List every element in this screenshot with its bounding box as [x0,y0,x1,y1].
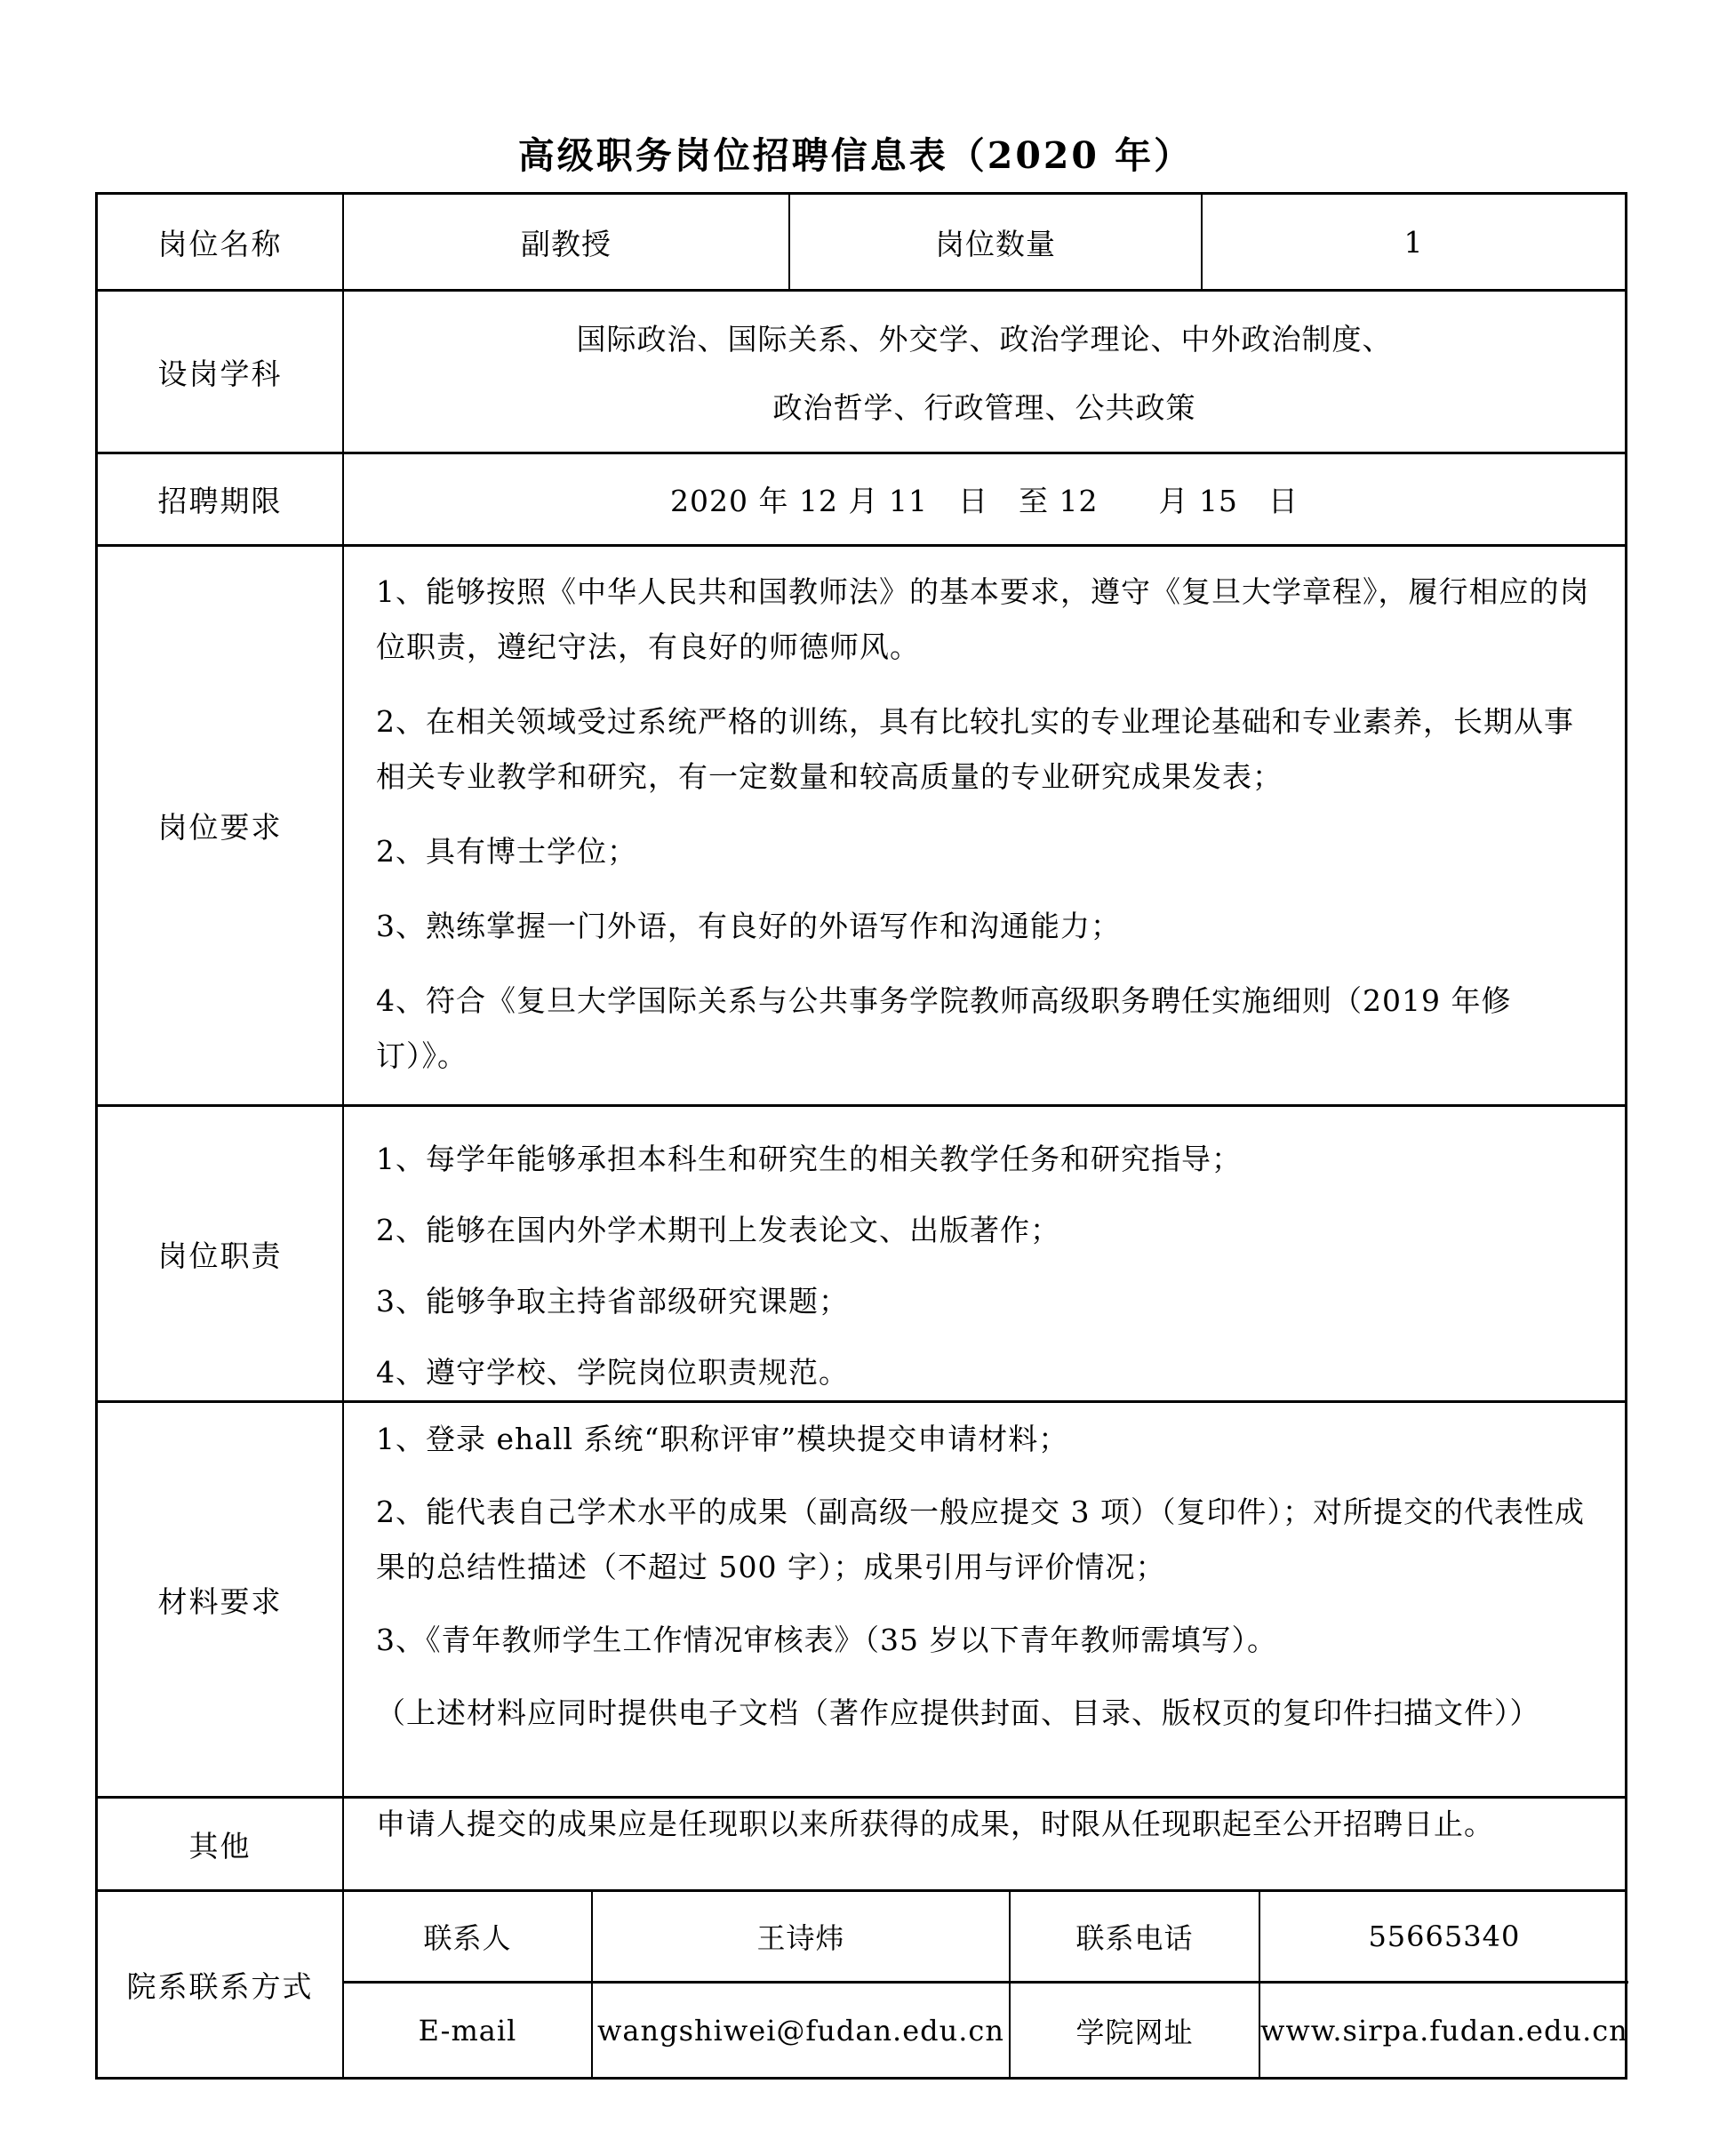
other-value: 申请人提交的成果应是任现职以来所获得的成果，时限从任现职起至公开招聘日止。 [376,1807,1494,1841]
email-label: E-mail [344,1984,593,2077]
requirement-item: 3、熟练掌握一门外语，有良好的外语写作和沟通能力； [376,909,1121,943]
duty-item: 1、每学年能够承担本科生和研究生的相关教学任务和研究指导； [376,1142,1242,1176]
contact-person-label: 联系人 [344,1892,593,1981]
contact-row-email [344,1984,1628,2077]
discipline-line-2: 政治哲学、行政管理、公共政策 [772,390,1196,425]
contact-section-label: 院系联系方式 [98,1892,344,2077]
period-value: 2020 年 12 月 11 日 至 12 月 15 日 [670,484,1299,518]
duty-item: 4、遵守学校、学院岗位职责规范。 [376,1355,849,1390]
period-label: 招聘期限 [98,454,344,544]
contact-details [344,1892,1628,2077]
materials-label: 材料要求 [98,1403,344,1796]
position-count-label: 岗位数量 [790,195,1203,289]
row-duties [98,1107,1625,1403]
duties-label: 岗位职责 [98,1107,344,1400]
other-label: 其他 [98,1799,344,1889]
requirement-item: 4、符合《复旦大学国际关系与公共事务学院教师高级职务聘任实施细则（2019 年修订）》。 [376,983,1512,1073]
page-title: 高级职务岗位招聘信息表（2020 年） [517,134,1194,177]
discipline-label: 设岗学科 [98,292,344,452]
row-period [98,454,1625,547]
discipline-value [344,292,1625,452]
position-name-value: 副教授 [344,195,790,289]
discipline-line-1: 国际政治、国际关系、外交学、政治学理论、中外政治制度、 [576,322,1393,357]
contact-phone-value: 55665340 [1368,1920,1521,1953]
material-item: 1、登录 ehall 系统“职称评审”模块提交申请材料； [376,1422,1069,1456]
row-position [98,195,1625,292]
material-item: 3、《青年教师学生工作情况审核表》（35 岁以下青年教师需填写）。 [376,1623,1277,1657]
requirements-content [344,547,1625,1104]
material-item: 2、能代表自己学术水平的成果（副高级一般应提交 3 项）（复印件）；对所提交的代表性成果的总结性描述（不超过 500 字）；成果引用与评价情况； [376,1495,1585,1584]
contact-row-person [344,1892,1628,1984]
materials-content [344,1403,1625,1796]
duty-item: 3、能够争取主持省部级研究课题； [376,1284,849,1318]
row-other [98,1799,1625,1892]
requirements-label: 岗位要求 [98,547,344,1104]
row-requirements [98,547,1625,1107]
recruitment-table [95,192,1627,2080]
duty-item: 2、能够在国内外学术期刊上发表论文、出版著作； [376,1213,1060,1247]
website-label: 学院网址 [1011,1984,1260,2077]
row-discipline [98,292,1625,454]
contact-phone-label: 联系电话 [1011,1892,1260,1981]
requirement-item: 1、能够按照《中华人民共和国教师法》的基本要求，遵守《复旦大学章程》，履行相应的岗位职责，遵纪守法，有良好的师德师风。 [376,574,1590,664]
position-count-value: 1 [1403,224,1424,260]
position-name-label: 岗位名称 [98,195,344,289]
requirement-item: 2、在相关领域受过系统严格的训练，具有比较扎实的专业理论基础和专业素养，长期从事相关专业教学和研究，有一定数量和较高质量的专业研究成果发表； [376,704,1574,794]
duties-content [344,1107,1625,1400]
website-value: www.sirpa.fudan.edu.cn [1260,2013,1628,2048]
requirement-item: 2、具有博士学位； [376,834,637,869]
material-item: （上述材料应同时提供电子文档（著作应提供封面、目录、版权页的复印件扫描文件）） [376,1695,1540,1730]
row-materials [98,1403,1625,1799]
contact-person-value: 王诗炜 [593,1892,1011,1981]
email-value: wangshiwei@fudan.edu.cn [593,1984,1011,2077]
row-contact [98,1892,1628,2077]
